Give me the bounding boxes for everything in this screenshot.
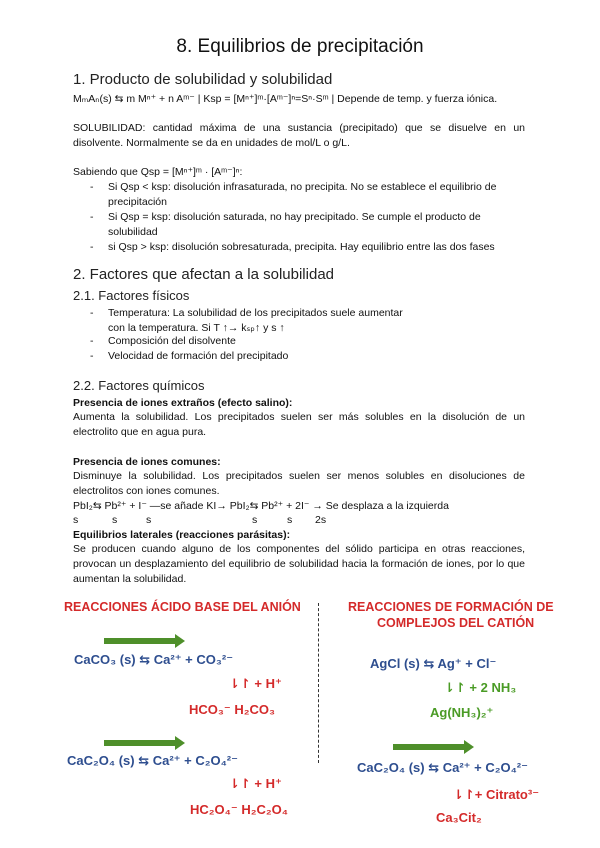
citrate-addition: ⇂↾+ Citrato³⁻ (453, 787, 540, 802)
caco3-h-addition: ⇂↾ + H⁺ (229, 676, 282, 691)
complex-formation-title-line1: REACCIONES DE FORMACIÓN DE (348, 600, 554, 614)
stoich-s: s (146, 514, 152, 526)
column-divider (318, 603, 319, 763)
list-item: - Si Qsp = ksp: disolución saturada, no hay precipitado. Se cumple el producto de solubilidad (90, 211, 481, 238)
common-ions-text: Disminuye la solubilidad. Los precipitados suelen ser menos solubles en disoluciones de electrolitos con iones comunes. (73, 470, 525, 497)
page-title: 8. Equilibrios de precipitación (176, 36, 424, 57)
shift-right-arrow-icon (393, 744, 465, 750)
cac2o4-equation-right: CaC₂O₄ (s) ⇆ Ca²⁺ + C₂O₄²⁻ (357, 760, 528, 775)
calcium-citrate-product: Ca₃Cit₂ (436, 810, 482, 825)
qsp-intro: Sabiendo que Qsp = [Mⁿ⁺]ᵐ · [Aᵐ⁻]ⁿ: (73, 166, 243, 178)
cac2o4-h-addition: ⇂↾ + H⁺ (229, 776, 282, 791)
shift-right-arrow-icon (104, 638, 176, 644)
common-ions-title: Presencia de iones comunes: (73, 456, 221, 468)
acid-base-anion-title: REACCIONES ÁCIDO BASE DEL ANIÓN (64, 600, 301, 614)
side-equilibria-title: Equilibrios laterales (reacciones parásitas): (73, 529, 291, 541)
stoich-s: s (252, 514, 258, 526)
list-item: - Temperatura: La solubilidad de los precipitados suele aumentar con la temperatura. Si T ↑→ kₛₚ↑ y s ↑ (90, 307, 403, 334)
complex-formation-title-line2: COMPLEJOS DEL CATIÓN (377, 616, 535, 630)
shift-right-arrow-icon (104, 740, 176, 746)
caco3-equation: CaCO₃ (s) ⇆ Ca²⁺ + CO₃²⁻ (74, 652, 234, 667)
stoich-s: s (112, 514, 118, 526)
list-item: - Si Qsp < ksp: disolución infrasaturada, no precipita. No se establece el equilibrio de precipitación (90, 181, 497, 208)
ksp-formula-line: MₘAₙ(s) ⇆ m Mⁿ⁺ + n Aᵐ⁻ | Ksp = [Mⁿ⁺]ᵐ·[Aᵐ⁻]ⁿ=Sⁿ·Sᵐ | Depende de temp. y fuerza iónica. (73, 93, 498, 105)
stoich-s: s (73, 514, 79, 526)
caco3-products: HCO₃⁻ H₂CO₃ (189, 702, 276, 717)
stoich-2s: 2s (315, 514, 327, 526)
subsection-chemical-heading: 2.2. Factores químicos (73, 378, 205, 393)
solubility-definition: SOLUBILIDAD: cantidad máxima de una sustancia (precipitado) que se disuelve en un disolvente. Normalmente se da en unidades de mol/L o g/L. (73, 122, 525, 149)
agcl-equation: AgCl (s) ⇆ Ag⁺ + Cl⁻ (370, 656, 497, 671)
salt-effect-title: Presencia de iones extraños (efecto salino): (73, 397, 293, 409)
list-item: - si Qsp > ksp: disolución sobresaturada, precipita. Hay equilibrio entre las dos fases (90, 241, 495, 253)
side-equilibria-text: Se producen cuando alguno de los componentes del sólido participa en otras reacciones, provocan un desplazamiento del equilibrio de solubilidad hacia la formación de iones, por lo que aumentan la solubilidad. (73, 543, 525, 585)
section1-heading: 1. Producto de solubilidad y solubilidad (73, 71, 333, 88)
list-item: - Velocidad de formación del precipitado (90, 350, 289, 362)
agcl-nh3-addition: ⇂↾ + 2 NH₃ (444, 680, 517, 695)
subsection-physical-heading: 2.1. Factores físicos (73, 288, 190, 303)
silver-ammine-complex: Ag(NH₃)₂⁺ (430, 705, 494, 720)
salt-effect-text: Aumenta la solubilidad. Los precipitados suelen ser más solubles en la disolución de un electrolito que en agua pura. (73, 411, 525, 438)
list-item: - Composición del disolvente (90, 335, 236, 347)
cac2o4-acid-products: HC₂O₄⁻ H₂C₂O₄ (190, 802, 288, 817)
cac2o4-equation-left: CaC₂O₄ (s) ⇆ Ca²⁺ + C₂O₄²⁻ (67, 753, 238, 768)
stoich-s: s (287, 514, 293, 526)
section2-heading: 2. Factores que afectan a la solubilidad (73, 266, 334, 283)
common-ions-equation: PbI₂⇆ Pb²⁺ + I⁻ ―se añade KI→ PbI₂⇆ Pb²⁺ + 2I⁻ → Se desplaza a la izquierda (73, 500, 449, 512)
